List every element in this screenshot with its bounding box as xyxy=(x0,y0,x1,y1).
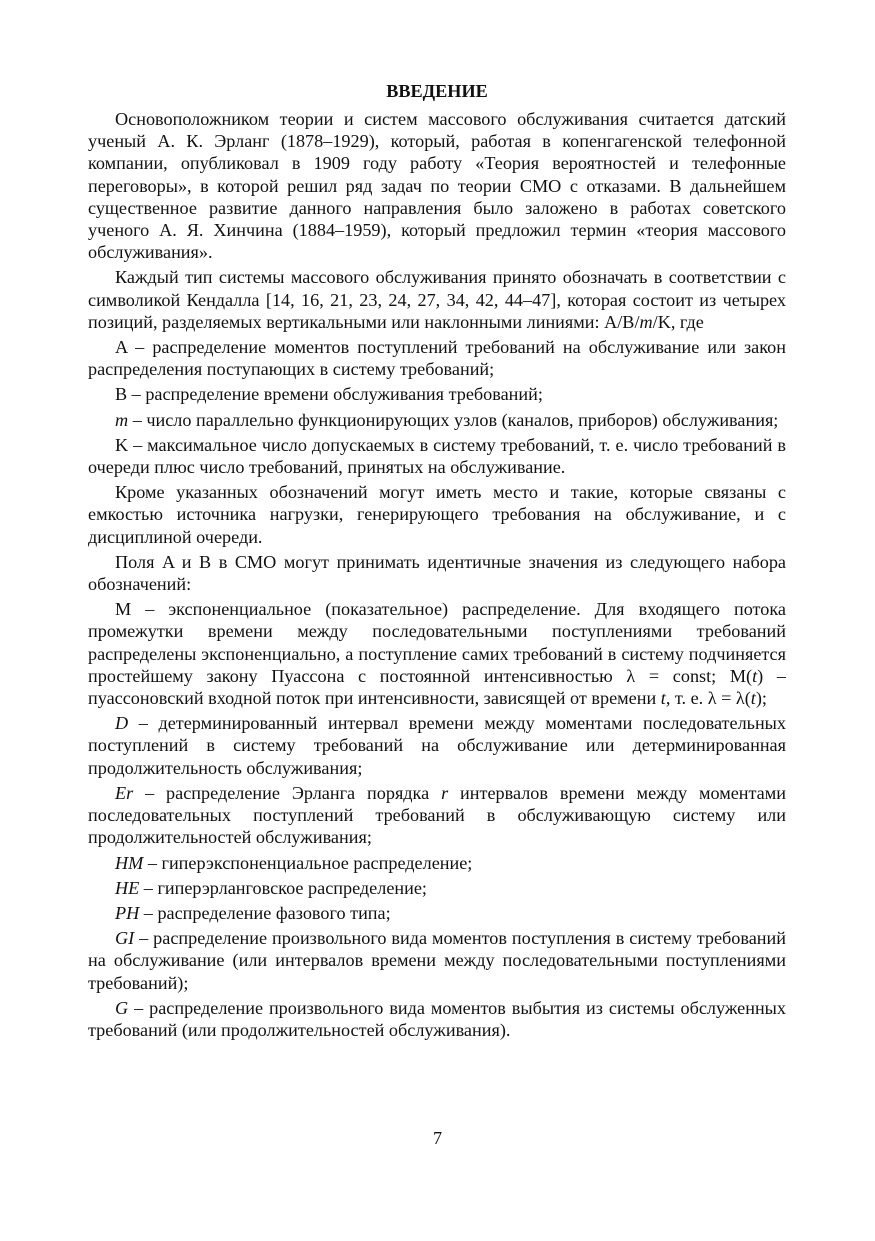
body-text xyxy=(88,108,786,1041)
section-heading: ВВЕДЕНИЕ xyxy=(386,81,488,101)
paragraph xyxy=(88,598,786,709)
italic-symbol: PH xyxy=(115,902,140,923)
paragraph xyxy=(88,927,786,994)
text-run: , т. е. λ = λ( xyxy=(665,688,751,709)
italic-symbol: HE xyxy=(115,877,140,898)
text-run: – распределение фазового типа; xyxy=(139,902,391,923)
text-run: Каждый тип системы массового обслуживания принято обозначать в соответствии с символикой Кендалла [14, 16, 21, 23, 24, 27, 34, 42, 44–47], которая состоит из четырех позиций, разделяемых вертикальными или наклонными линиями: A/B/ xyxy=(88,267,786,332)
text-run: Кроме указанных обозначений могут иметь место и такие, которые связаны с емкостью источника нагрузки, генерирующего требования на обслуживание, и с дисциплиной очереди. xyxy=(88,482,786,547)
text-run: K – максимальное число допускаемых в систему требований, т. е. число требований в очереди плюс число требований, принятых на обслуживание. xyxy=(88,434,786,478)
paragraph xyxy=(88,852,786,874)
text-run: /K, где xyxy=(652,311,704,332)
text-run: – гиперэрланговское распределение; xyxy=(139,877,427,898)
italic-symbol: D xyxy=(115,713,129,734)
text-run: ); xyxy=(755,688,767,709)
page-number: 7 xyxy=(432,1128,443,1148)
text-run: B – распределение времени обслуживания требований; xyxy=(115,384,543,405)
text-run: – распределение произвольного вида моментов поступления в систему требований на обслуживание (или интервалов времени между последовательными поступлениями требований); xyxy=(88,928,786,993)
italic-symbol: m xyxy=(639,311,653,332)
italic-symbol: G xyxy=(115,997,129,1018)
text-run: – распределение Эрланга порядка xyxy=(133,782,442,803)
paragraph xyxy=(88,383,786,405)
text-run: интервалов времени между моментами последовательных поступлений требований в обслуживающую систему или продолжительностей обслуживания; xyxy=(88,782,786,848)
text-run: – число параллельно функционирующих узлов (каналов, приборов) обслуживания; xyxy=(128,409,779,430)
paragraph xyxy=(88,712,786,779)
italic-symbol: HM xyxy=(115,852,144,873)
paragraph xyxy=(88,409,786,431)
text-run: ) – пуассоновский входной поток при интенсивности, зависящей от времени xyxy=(88,665,786,709)
text-run: Основоположником теории и систем массового обслуживания считается датский ученый А. К. Эрланг (1878–1929), который, работая в копенгагенской телефонной компании, опубликовал в 1909 году работу «Теория вероятностей и телефонные переговоры», в которой решил ряд задач по теории СМО с отказами. В дальнейшем существенное развитие данного направления было заложено в работах советского ученого А. Я. Хинчина (1884–1959), который предложил термин «теория массового обслуживания». xyxy=(88,109,786,263)
italic-symbol: t xyxy=(750,688,756,709)
page-body xyxy=(88,78,786,1044)
paragraph xyxy=(88,782,786,849)
paragraph xyxy=(88,551,786,595)
paragraph xyxy=(88,266,786,333)
italic-symbol: GI xyxy=(115,928,135,949)
italic-symbol: r xyxy=(441,782,449,803)
text-run: M – экспоненциальное (показательное) распределение. Для входящего потока промежутки времени между последовательными поступлениями требований распределены экспоненциально, а поступление самих требований в систему подчиняется простейшему закону Пуассона с постоянной интенсивностью λ = const; M( xyxy=(88,599,786,686)
text-run: A – распределение моментов поступлений требований на обслуживание или закон распределения поступающих в систему требований; xyxy=(88,337,786,380)
paragraph xyxy=(88,481,786,548)
text-run: – гиперэкспоненциальное распределение; xyxy=(143,852,473,873)
italic-symbol: t xyxy=(752,665,758,686)
paragraph xyxy=(88,336,786,380)
paragraph xyxy=(88,108,786,263)
paragraph xyxy=(88,902,786,924)
text-run: Поля A и B в СМО могут принимать идентичные значения из следующего набора обозначений: xyxy=(88,551,786,595)
paragraph xyxy=(88,434,786,478)
paragraph xyxy=(88,877,786,899)
italic-symbol: t xyxy=(660,688,666,709)
text-run: – распределение произвольного вида моментов выбытия из системы обслуженных требований (или продолжительностей обслуживания). xyxy=(88,997,786,1040)
italic-symbol: Er xyxy=(115,782,134,803)
paragraph xyxy=(88,997,786,1041)
text-run: – детерминированный интервал времени между моментами последовательных поступлений в систему требований на обслуживание или детерминированная продолжительность обслуживания; xyxy=(88,713,786,778)
italic-symbol: m xyxy=(115,409,129,430)
